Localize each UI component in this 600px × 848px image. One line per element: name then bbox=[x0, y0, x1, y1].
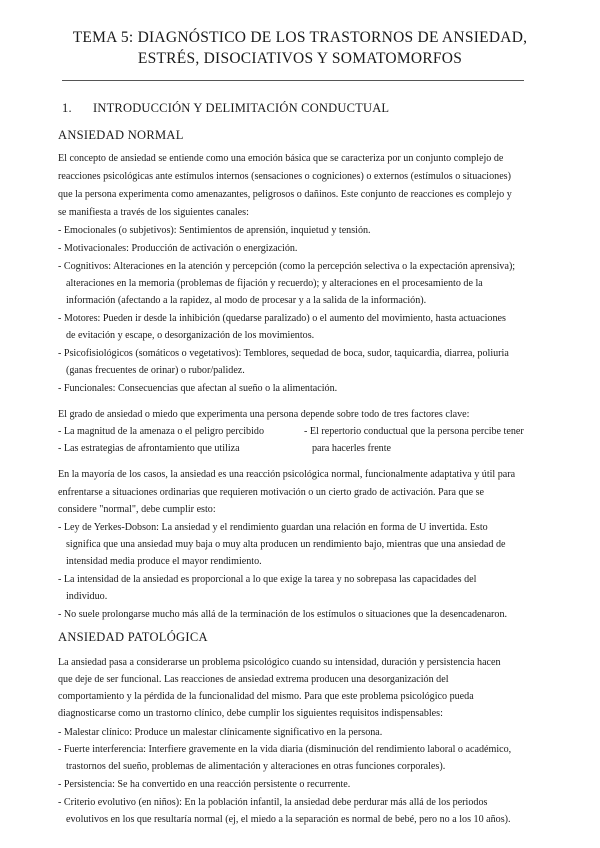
list-item: - Motores: Pueden ir desde la inhibición (quedarse paralizado) o el aumento del movimiento, hasta actuaciones bbox=[58, 313, 506, 324]
list-item-continuation: intensidad media produce el mayor rendimiento. bbox=[66, 556, 262, 567]
list-item: - No suele prolongarse mucho más allá de la terminación de los estímulos o situaciones que la desencadenaron. bbox=[58, 609, 508, 620]
list-item: - Persistencia: Se ha convertido en una reacción persistente o recurrente. bbox=[58, 779, 351, 790]
factor-item: - El repertorio conductual que la persona percibe tener bbox=[304, 426, 524, 437]
paragraph-line: enfrentarse a situaciones ordinarias que requieren motivación o un cierto grado de activación. Para que se bbox=[58, 487, 485, 498]
list-item-continuation: significa que una ansiedad muy baja o muy alta producen un rendimiento bajo, mientras que una ansiedad de bbox=[66, 539, 506, 550]
paragraph-line: se manifiesta a través de los siguientes canales: bbox=[58, 207, 249, 218]
list-item-continuation: individuo. bbox=[66, 591, 108, 602]
paragraph-line: diagnosticarse como un trastorno clínico, debe cumplir los siguientes requisitos indispensables: bbox=[58, 708, 443, 719]
paragraph-line: reacciones psicológicas ante estímulos internos (sensaciones o cogniciones) o externos (estímulos o situaciones) bbox=[58, 171, 511, 182]
paragraph-line: considere "normal", debe cumplir esto: bbox=[58, 504, 216, 515]
list-item: - Criterio evolutivo (en niños): En la población infantil, la ansiedad debe perdurar más allá de los periodos bbox=[58, 797, 488, 808]
document-title bbox=[0, 27, 600, 69]
list-item: - Malestar clínico: Produce un malestar clínicamente significativo en la persona. bbox=[58, 727, 383, 738]
list-item-continuation: (ganas frecuentes de orinar) o rubor/palidez. bbox=[66, 365, 245, 376]
paragraph-line: comportamiento y la pérdida de la funcionalidad del mismo. Para que este problema psicológico pueda bbox=[58, 691, 474, 702]
list-item: - Emocionales (o subjetivos): Sentimientos de aprensión, inquietud y tensión. bbox=[58, 225, 371, 236]
paragraph-line: que la persona experimenta como amenazantes, peligrosos o dañinos. Este conjunto de reacciones es complejo y bbox=[58, 189, 512, 200]
paragraph-line: En la mayoría de los casos, la ansiedad es una reacción psicológica normal, funcionalmente adaptativa y útil para bbox=[58, 469, 516, 480]
list-item-continuation: evolutivos en los que resultaría normal (ej, el miedo a la separación es normal de bebé, pero no a los 10 años). bbox=[66, 814, 511, 825]
section-number: 1. bbox=[62, 101, 72, 115]
title-divider bbox=[62, 80, 524, 81]
title-line-1: TEMA 5: DIAGNÓSTICO DE LOS TRASTORNOS DE ANSIEDAD, bbox=[72, 29, 528, 46]
list-item: - Psicofisiológicos (somáticos o vegetativos): Temblores, sequedad de boca, sudor, taquicardia, diarrea, poliuria bbox=[58, 348, 509, 359]
subheading-pathological: ANSIEDAD PATOLÓGICA bbox=[58, 630, 208, 644]
paragraph-line: que deje de ser funcional. Las reacciones de ansiedad extrema producen una desorganización del bbox=[58, 674, 449, 685]
subheading-normal: ANSIEDAD NORMAL bbox=[58, 128, 184, 142]
list-item: - Motivacionales: Producción de activación o energización. bbox=[58, 243, 298, 254]
list-item: - Ley de Yerkes-Dobson: La ansiedad y el rendimiento guardan una relación en forma de U invertida. Esto bbox=[58, 522, 488, 533]
list-item: - La intensidad de la ansiedad es proporcional a lo que exige la tarea y no sobrepasa las capacidades del bbox=[58, 574, 477, 585]
paragraph-line: El concepto de ansiedad se entiende como una emoción básica que se caracteriza por un conjunto complejo de bbox=[58, 153, 504, 164]
list-item: - Fuerte interferencia: Interfiere gravemente en la vida diaria (disminución del rendimiento laboral o académico, bbox=[58, 744, 512, 755]
list-item: - Funcionales: Consecuencias que afectan al sueño o la alimentación. bbox=[58, 383, 338, 394]
list-item-continuation: alteraciones en la memoria (problemas de fijación y recuerdo); y alteraciones en el procesamiento de la bbox=[66, 278, 483, 289]
paragraph-line: La ansiedad pasa a considerarse un problema psicológico cuando su intensidad, duración y persistencia hacen bbox=[58, 657, 501, 668]
list-item-continuation: trastornos del sueño, problemas de alimentación y alteraciones en otras funciones corporales). bbox=[66, 761, 446, 772]
paragraph-line: El grado de ansiedad o miedo que experimenta una persona depende sobre todo de tres factores clave: bbox=[58, 409, 470, 420]
factor-item: - Las estrategias de afrontamiento que utiliza bbox=[58, 443, 240, 454]
list-item: - Cognitivos: Alteraciones en la atención y percepción (como la percepción selectiva o la expectación aprensiva); bbox=[58, 261, 516, 272]
section-title: INTRODUCCIÓN Y DELIMITACIÓN CONDUCTUAL bbox=[93, 101, 390, 115]
section-heading bbox=[62, 101, 389, 116]
factor-item-continuation: para hacerles frente bbox=[312, 443, 392, 454]
title-line-2: ESTRÉS, DISOCIATIVOS Y SOMATOMORFOS bbox=[137, 50, 463, 67]
factor-item: - La magnitud de la amenaza o el peligro percibido bbox=[58, 426, 264, 437]
list-item-continuation: de evitación y escape, o desorganización de los movimientos. bbox=[66, 330, 315, 341]
list-item-continuation: información (afectando a la rapidez, al modo de procesar y a la salida de la información). bbox=[66, 295, 427, 306]
